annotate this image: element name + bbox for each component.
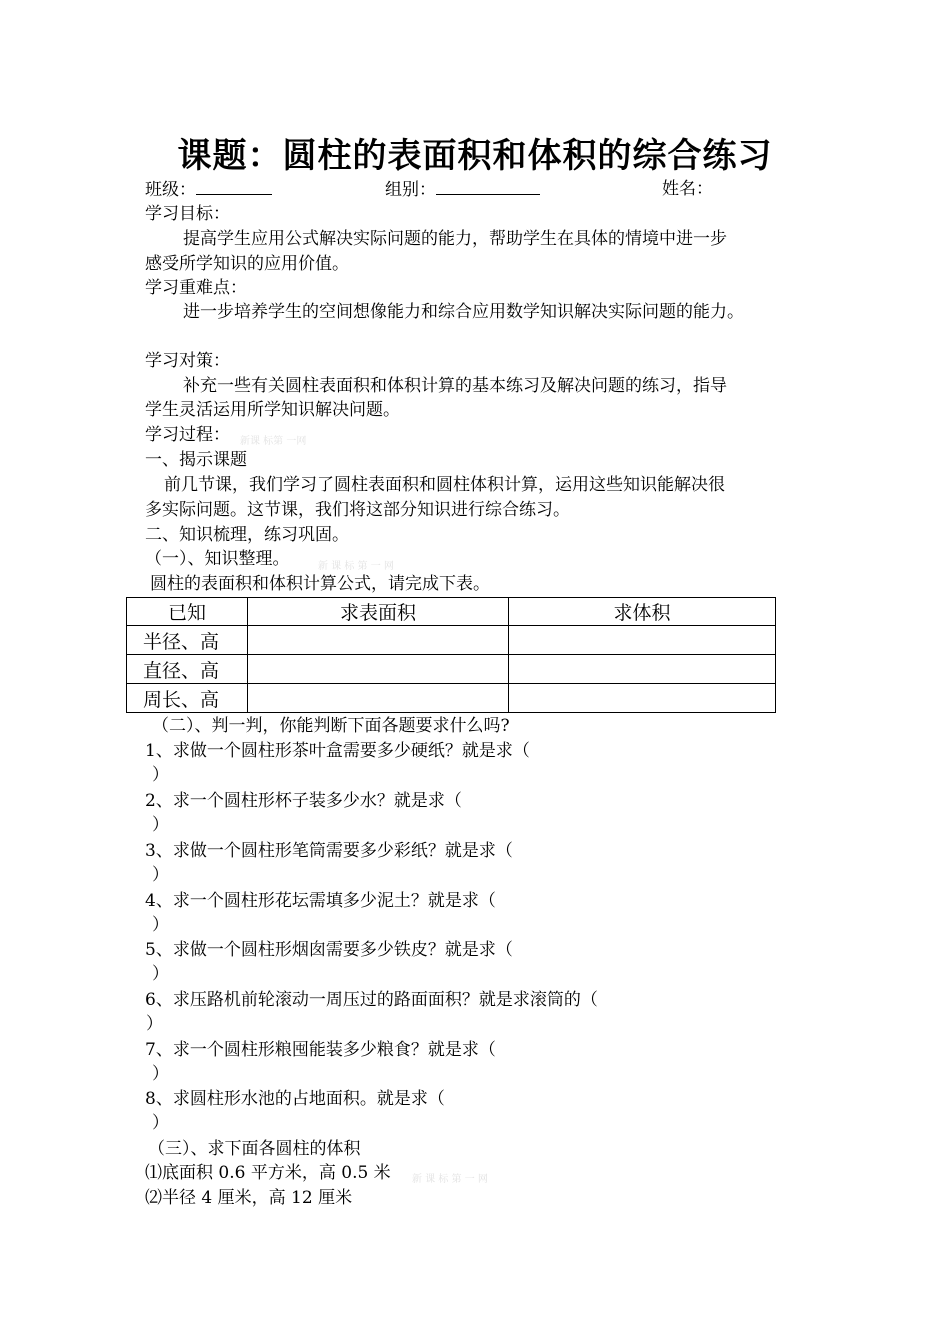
judge-question: 5、求做一个圆柱形烟囱需要多少铁皮？就是求（: [145, 940, 513, 960]
judge-question: 3、求做一个圆柱形笔筒需要多少彩纸？就是求（: [145, 841, 513, 861]
table-cell-known: 半径、高: [127, 626, 248, 655]
watermark: 新课 标第 一网: [240, 436, 307, 447]
group-blank: [436, 178, 540, 195]
subsection-2-heading: （二）、判一判，你能判断下面各题要求什么吗?: [152, 716, 510, 736]
table-cell-known: 周长、高: [127, 684, 248, 713]
intro-text-2: 多实际问题。这节课，我们将这部分知识进行综合练习。: [145, 500, 570, 520]
table-intro: 圆柱的表面积和体积计算公式，请完成下表。: [150, 574, 490, 594]
section-2-heading: 二、知识梳理，练习巩固。: [145, 525, 349, 545]
volume-item: ⑴底面积 0.6 平方米，高 0.5 米: [145, 1163, 391, 1183]
judge-question: 4、求一个圆柱形花坛需填多少泥土？就是求（: [145, 891, 496, 911]
process-label: 学习过程：: [145, 425, 230, 445]
table-header: 已知: [127, 598, 248, 626]
formula-table: [126, 597, 776, 713]
table-row: [127, 655, 776, 684]
goal-label: 学习目标：: [145, 204, 230, 224]
table-cell-volume[interactable]: [509, 684, 776, 713]
table-cell-surface[interactable]: [248, 626, 509, 655]
goal-text-2: 感受所学知识的应用价值。: [145, 254, 349, 274]
table-cell-surface[interactable]: [248, 684, 509, 713]
judge-answer-blank[interactable]: ）: [152, 915, 169, 935]
class-label: 班级：: [145, 180, 196, 200]
table-header-row: [127, 598, 776, 626]
table-cell-volume[interactable]: [509, 626, 776, 655]
info-row: [145, 178, 272, 201]
table-row: [127, 684, 776, 713]
strategy-label: 学习对策：: [145, 351, 230, 371]
group-field: [385, 178, 540, 201]
judge-answer-blank[interactable]: ）: [152, 1113, 169, 1133]
table-header: 求表面积: [248, 598, 509, 626]
table-row: [127, 626, 776, 655]
subsection-1-heading: （一）、知识整理。: [145, 549, 290, 569]
judge-answer-blank[interactable]: ）: [152, 765, 169, 785]
intro-text-1: 前几节课，我们学习了圆柱表面积和圆柱体积计算，运用这些知识能解决很: [164, 475, 725, 495]
volume-item: ⑵半径 4 厘米，高 12 厘米: [145, 1188, 353, 1208]
judge-answer-blank[interactable]: ）: [152, 815, 169, 835]
group-label: 组别：: [385, 180, 436, 200]
table-cell-surface[interactable]: [248, 655, 509, 684]
judge-question: 6、求压路机前轮滚动一周压过的路面面积？就是求滚筒的（: [145, 990, 598, 1010]
judge-answer-blank[interactable]: ）: [146, 1014, 163, 1034]
strategy-text-2: 学生灵活运用所学知识解决问题。: [145, 400, 400, 420]
watermark: 新 课 标 第 一 网: [318, 561, 394, 572]
table-cell-known: 直径、高: [127, 655, 248, 684]
table-header: 求体积: [509, 598, 776, 626]
judge-question: 2、求一个圆柱形杯子装多少水？就是求（: [145, 791, 462, 811]
class-blank: [196, 178, 272, 195]
section-1-heading: 一、揭示课题: [145, 450, 247, 470]
strategy-text-1: 补充一些有关圆柱表面积和体积计算的基本练习及解决问题的练习，指导: [183, 376, 727, 396]
difficulty-text: 进一步培养学生的空间想像能力和综合应用数学知识解决实际问题的能力。: [183, 302, 744, 322]
page-title: 课题：圆柱的表面积和体积的综合练习: [177, 136, 773, 176]
judge-answer-blank[interactable]: ）: [152, 865, 169, 885]
subsection-3-heading: （三）、求下面各圆柱的体积: [148, 1139, 361, 1159]
judge-question: 8、求圆柱形水池的占地面积。就是求（: [145, 1089, 445, 1109]
goal-text-1: 提高学生应用公式解决实际问题的能力，帮助学生在具体的情境中进一步: [183, 229, 727, 249]
judge-answer-blank[interactable]: ）: [152, 1064, 169, 1084]
difficulty-label: 学习重难点：: [145, 278, 247, 298]
judge-answer-blank[interactable]: ）: [152, 964, 169, 984]
judge-question: 7、求一个圆柱形粮囤能装多少粮食？就是求（: [145, 1040, 496, 1060]
table-cell-volume[interactable]: [509, 655, 776, 684]
name-label: 姓名：: [662, 179, 713, 199]
watermark: 新 课 标 第 一 网: [412, 1174, 488, 1185]
judge-question: 1、求做一个圆柱形茶叶盒需要多少硬纸？就是求（: [145, 741, 530, 761]
